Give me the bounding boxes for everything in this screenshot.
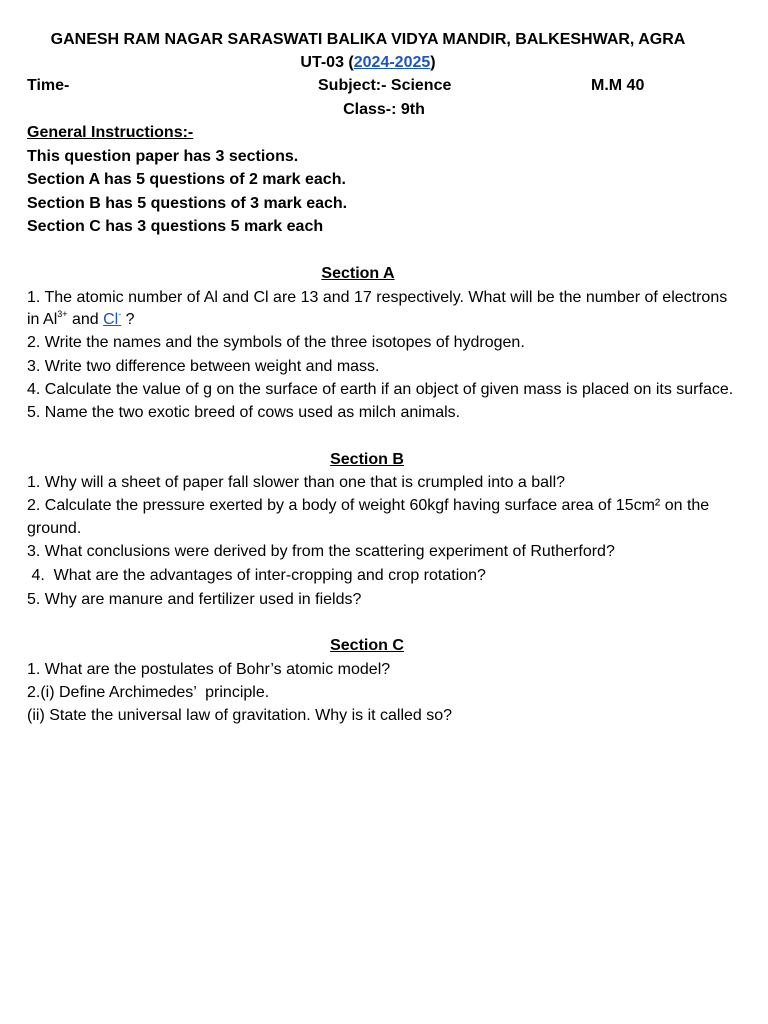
cl-charge: -: [118, 309, 122, 319]
subject-label: Subject:- Science: [318, 77, 452, 94]
q1-prefix: in Al: [27, 311, 58, 328]
section-b-title: Section B: [330, 451, 404, 468]
max-marks-label: M.M 40: [591, 77, 645, 94]
class-label: Class-: 9th: [343, 101, 425, 118]
instruction-item: This question paper has 3 sections.: [27, 148, 299, 165]
al-charge: 3+: [57, 309, 68, 319]
instructions-heading: General Instructions:-: [27, 124, 194, 141]
exam-title: [0, 53, 752, 73]
section-b-question-4: 4. What are the advantages of inter-cropping and crop rotation?: [27, 567, 486, 584]
section-a-question-4: 4. Calculate the value of g on the surface of earth if an object of given mass is placed on its surface.: [27, 381, 734, 398]
section-c-question-2-i: 2.(i) Define Archimedes’ principle.: [27, 684, 270, 701]
section-b-question-3: 3. What conclusions were derived by from the scattering experiment of Rutherford?: [27, 543, 615, 560]
section-a-question-1: 1. The atomic number of Al and Cl are 13 and 17 respectively. What will be the number of electrons: [27, 289, 728, 306]
section-c-title: Section C: [330, 637, 404, 654]
section-a-question-5: 5. Name the two exotic breed of cows used as milch animals.: [27, 404, 461, 421]
section-b-question-2: 2. Calculate the pressure exerted by a body of weight 60kgf having surface area of 15cm² on the: [27, 497, 710, 514]
time-label: Time-: [27, 77, 70, 94]
section-b-question-1: 1. Why will a sheet of paper fall slower than one that is crumpled into a ball?: [27, 474, 566, 491]
q1-end: ?: [121, 311, 135, 328]
section-c-question-1: 1. What are the postulates of Bohr’s atomic model?: [27, 661, 391, 678]
exam-title-suffix: ): [430, 54, 436, 71]
cl-link[interactable]: [103, 311, 121, 328]
instruction-item: Section B has 5 questions of 3 mark each.: [27, 195, 348, 212]
q1-and: and: [67, 311, 104, 328]
cl-symbol: Cl: [103, 311, 119, 328]
section-b-question-5: 5. Why are manure and fertilizer used in fields?: [27, 591, 362, 608]
section-a-question-2: 2. Write the names and the symbols of the three isotopes of hydrogen.: [27, 334, 525, 351]
instruction-item: Section A has 5 questions of 2 mark each.: [27, 171, 346, 188]
section-a-question-3: 3. Write two difference between weight and mass.: [27, 358, 380, 375]
exam-title-prefix: UT-03 (: [300, 54, 354, 71]
section-a-title: Section A: [321, 265, 395, 282]
exam-year-link[interactable]: 2024-2025: [353, 54, 431, 71]
section-a-question-1-continued: [27, 310, 135, 330]
instruction-item: Section C has 3 questions 5 mark each: [27, 218, 324, 235]
section-b-question-2-continued: ground.: [27, 520, 82, 537]
school-name: GANESH RAM NAGAR SARASWATI BALIKA VIDYA MANDIR, BALKESHWAR, AGRA: [50, 31, 686, 48]
section-c-question-2-ii: (ii) State the universal law of gravitation. Why is it called so?: [27, 707, 453, 724]
